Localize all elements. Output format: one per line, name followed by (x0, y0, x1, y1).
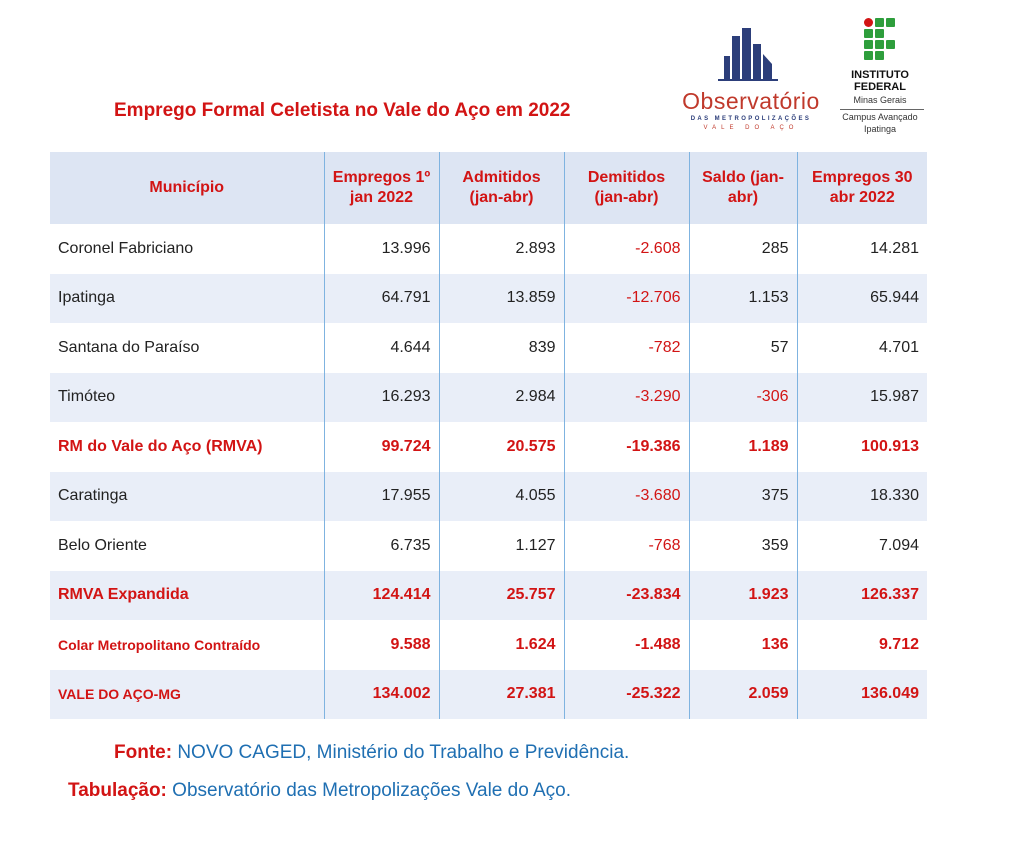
cell-empregos-abr: 4.701 (797, 323, 927, 373)
cell-demitidos: -25.322 (564, 670, 689, 720)
table-row (50, 521, 927, 571)
table-row (50, 323, 927, 373)
cell-admitidos: 27.381 (439, 670, 564, 720)
cell-admitidos: 2.893 (439, 224, 564, 274)
observatorio-name: Observatório (682, 88, 820, 114)
source-note (114, 742, 629, 764)
cell-empregos-abr: 136.049 (797, 670, 927, 720)
cell-empregos-jan: 6.735 (324, 521, 439, 571)
cell-municipio: RMVA Expandida (50, 571, 324, 621)
cell-saldo: 1.923 (689, 571, 797, 621)
cell-empregos-abr: 18.330 (797, 472, 927, 522)
tabulation-text: Observatório das Metropolizações Vale do Aço. (172, 780, 572, 801)
table-row-subtotal (50, 620, 927, 670)
if-line2: FEDERAL (854, 81, 906, 93)
cell-empregos-abr: 65.944 (797, 274, 927, 324)
cell-saldo: 136 (689, 620, 797, 670)
table-row-subtotal (50, 571, 927, 621)
source-text: NOVO CAGED, Ministério do Trabalho e Previdência. (177, 742, 630, 763)
cell-municipio: Timóteo (50, 373, 324, 423)
header-municipio: Município (50, 152, 324, 224)
cell-admitidos: 20.575 (439, 422, 564, 472)
tabulation-note (68, 780, 571, 802)
building-skyline-icon (714, 26, 784, 84)
cell-admitidos: 1.127 (439, 521, 564, 571)
table-row-subtotal (50, 422, 927, 472)
cell-saldo: 359 (689, 521, 797, 571)
cell-empregos-abr: 9.712 (797, 620, 927, 670)
cell-empregos-abr: 14.281 (797, 224, 927, 274)
source-label: Fonte: (114, 742, 173, 763)
if-line5: Ipatinga (863, 124, 897, 134)
cell-saldo: 1.153 (689, 274, 797, 324)
table-row (50, 224, 927, 274)
tabulation-label: Tabulação: (68, 780, 167, 801)
cell-empregos-jan: 13.996 (324, 224, 439, 274)
header-demitidos: Demitidos (jan-abr) (564, 152, 689, 224)
header-empregos-jan: Empregos 1º jan 2022 (324, 152, 439, 224)
cell-empregos-jan: 17.955 (324, 472, 439, 522)
cell-admitidos: 25.757 (439, 571, 564, 621)
cell-admitidos: 1.624 (439, 620, 564, 670)
instituto-federal-logo (830, 18, 930, 138)
employment-table (50, 152, 927, 719)
cell-empregos-jan: 16.293 (324, 373, 439, 423)
cell-demitidos: -12.706 (564, 274, 689, 324)
cell-empregos-jan: 134.002 (324, 670, 439, 720)
if-line1: INSTITUTO (851, 69, 909, 81)
cell-saldo: 285 (689, 224, 797, 274)
cell-demitidos: -19.386 (564, 422, 689, 472)
cell-demitidos: -768 (564, 521, 689, 571)
cell-demitidos: -1.488 (564, 620, 689, 670)
if-grid-icon (864, 18, 898, 66)
cell-municipio: Caratinga (50, 472, 324, 522)
cell-demitidos: -3.680 (564, 472, 689, 522)
cell-empregos-jan: 9.588 (324, 620, 439, 670)
observatorio-subtitle: DAS METROPOLIZAÇÕES (690, 116, 812, 122)
cell-empregos-jan: 99.724 (324, 422, 439, 472)
table-row (50, 472, 927, 522)
table-row (50, 373, 927, 423)
cell-saldo: -306 (689, 373, 797, 423)
cell-admitidos: 839 (439, 323, 564, 373)
cell-empregos-abr: 15.987 (797, 373, 927, 423)
header-empregos-abr: Empregos 30 abr 2022 (797, 152, 927, 224)
if-line4: Campus Avançado (842, 112, 918, 122)
cell-demitidos: -3.290 (564, 373, 689, 423)
header-admitidos: Admitidos (jan-abr) (439, 152, 564, 224)
cell-municipio: Santana do Paraíso (50, 323, 324, 373)
observatorio-logo (676, 26, 826, 136)
cell-saldo: 375 (689, 472, 797, 522)
if-divider (840, 109, 924, 110)
cell-saldo: 1.189 (689, 422, 797, 472)
cell-empregos-abr: 7.094 (797, 521, 927, 571)
if-line3: Minas Gerais (853, 95, 907, 105)
cell-admitidos: 2.984 (439, 373, 564, 423)
cell-municipio: VALE DO AÇO-MG (50, 670, 324, 720)
cell-empregos-jan: 4.644 (324, 323, 439, 373)
cell-empregos-abr: 100.913 (797, 422, 927, 472)
cell-municipio: Coronel Fabriciano (50, 224, 324, 274)
cell-demitidos: -2.608 (564, 224, 689, 274)
cell-empregos-abr: 126.337 (797, 571, 927, 621)
page-title: Emprego Formal Celetista no Vale do Aço em 2022 (114, 100, 571, 121)
cell-saldo: 2.059 (689, 670, 797, 720)
table-row (50, 274, 927, 324)
cell-empregos-jan: 124.414 (324, 571, 439, 621)
table-row-total (50, 670, 927, 720)
cell-municipio: Belo Oriente (50, 521, 324, 571)
cell-empregos-jan: 64.791 (324, 274, 439, 324)
table-header-row (50, 152, 927, 224)
cell-municipio: Colar Metropolitano Contraído (50, 620, 324, 670)
cell-admitidos: 4.055 (439, 472, 564, 522)
cell-municipio: Ipatinga (50, 274, 324, 324)
observatorio-region: VALE DO AÇO (703, 125, 799, 131)
cell-demitidos: -782 (564, 323, 689, 373)
cell-saldo: 57 (689, 323, 797, 373)
header-saldo: Saldo (jan-abr) (689, 152, 797, 224)
cell-municipio: RM do Vale do Aço (RMVA) (50, 422, 324, 472)
cell-admitidos: 13.859 (439, 274, 564, 324)
cell-demitidos: -23.834 (564, 571, 689, 621)
